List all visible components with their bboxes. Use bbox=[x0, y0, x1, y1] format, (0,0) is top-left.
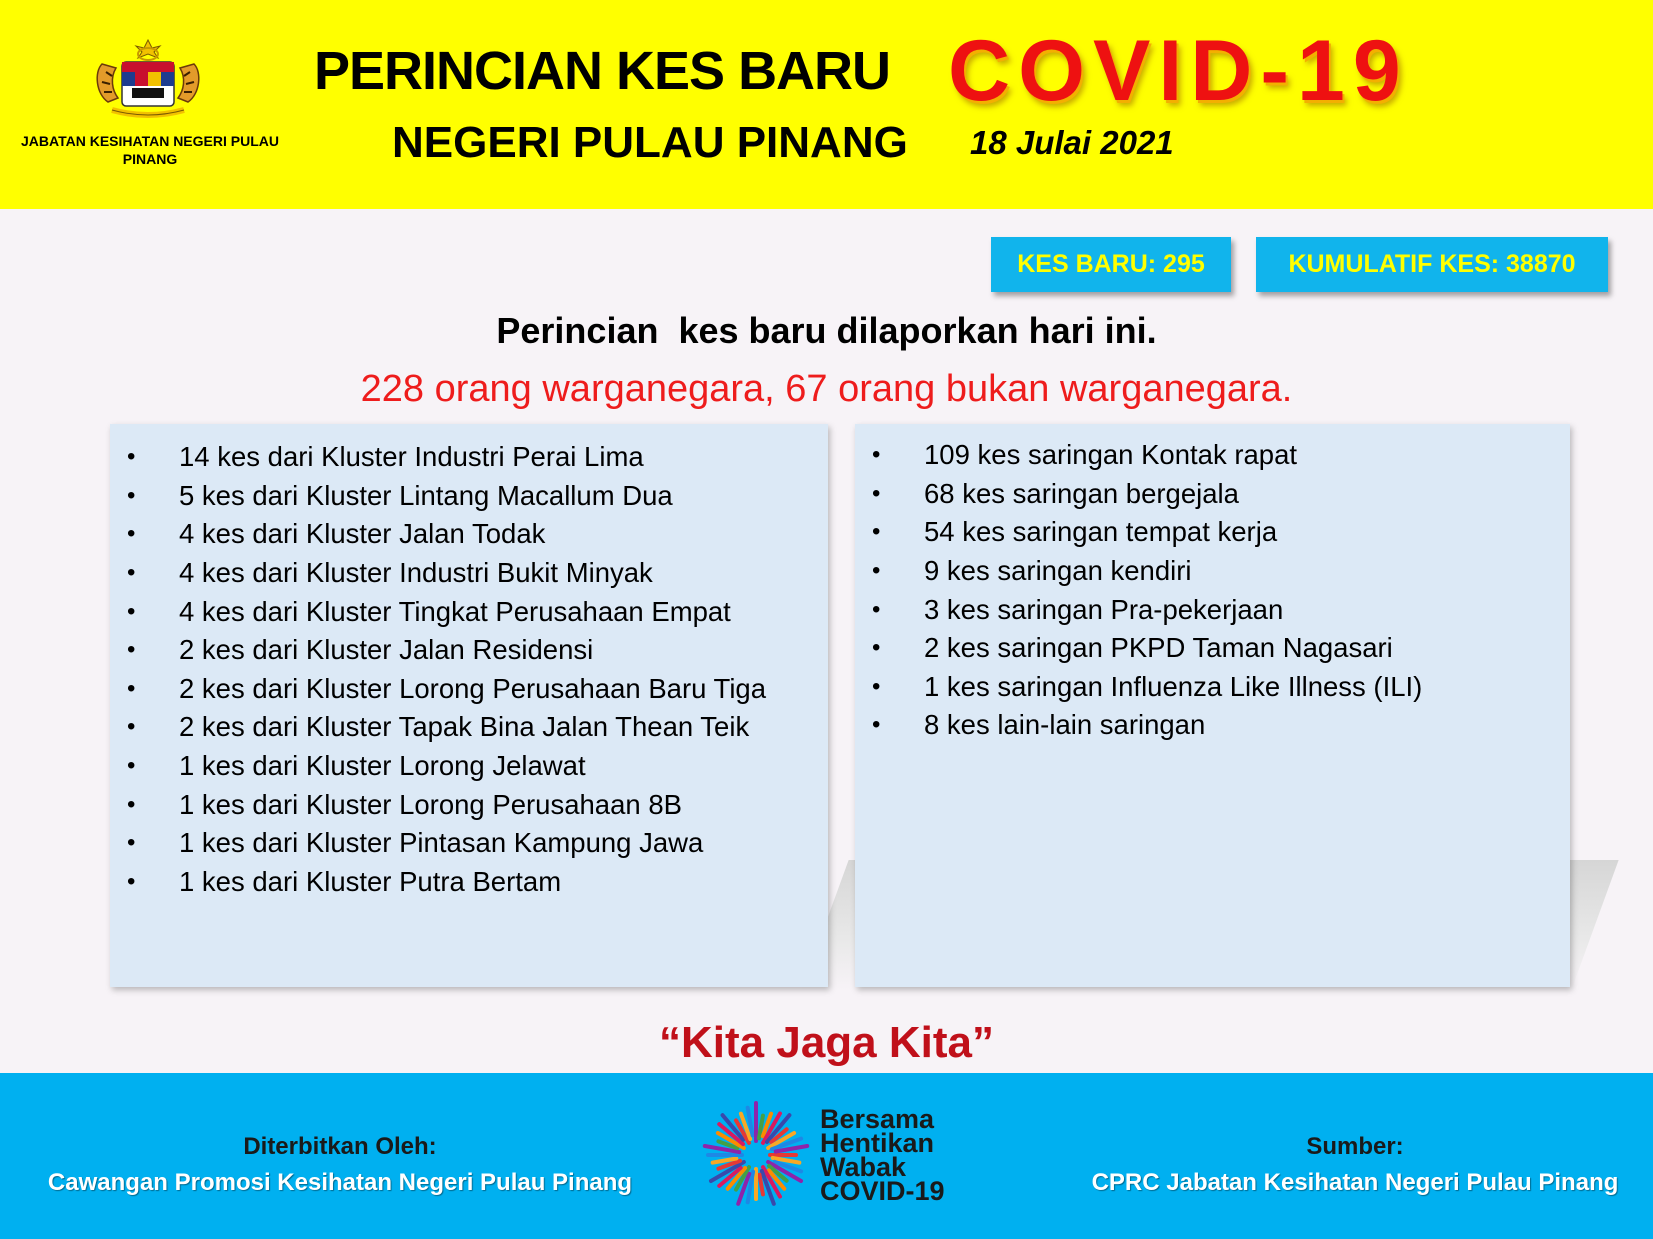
bullet-icon: • bbox=[127, 790, 136, 818]
list-item: • 3 kes saringan Pra-pekerjaan bbox=[872, 593, 1284, 625]
list-item: • 2 kes dari Kluster Tapak Bina Jalan Thean Teik bbox=[127, 711, 750, 743]
section-heading: Perincian kes baru dilaporkan hari ini. bbox=[496, 310, 1157, 351]
bullet-icon: • bbox=[127, 713, 136, 741]
bullet-icon: • bbox=[127, 597, 136, 625]
list-item: • 4 kes dari Kluster Jalan Todak bbox=[127, 518, 546, 550]
bullet-icon: • bbox=[127, 443, 136, 471]
bullet-icon: • bbox=[127, 481, 136, 509]
list-item: • 9 kes saringan kendiri bbox=[872, 555, 1192, 587]
list-item: • 5 kes dari Kluster Lintang Macallum Dua bbox=[127, 479, 673, 511]
bullet-icon: • bbox=[872, 595, 881, 623]
header-banner bbox=[0, 0, 1653, 209]
bullet-icon: • bbox=[127, 520, 136, 548]
source-name: CPRC Jabatan Kesihatan Negeri Pulau Pinang bbox=[1091, 1169, 1619, 1196]
list-item: • 1 kes dari Kluster Putra Bertam bbox=[127, 865, 562, 897]
covid-title: COVID-19 bbox=[948, 23, 1409, 119]
bullet-icon: • bbox=[872, 672, 881, 700]
bullet-icon: • bbox=[127, 674, 136, 702]
bullet-icon: • bbox=[127, 829, 136, 857]
list-item: • 68 kes saringan bergejala bbox=[872, 477, 1239, 509]
cluster-list bbox=[127, 438, 766, 901]
list-item: • 1 kes dari Kluster Pintasan Kampung Jawa bbox=[127, 827, 704, 859]
list-item: • 2 kes dari Kluster Lorong Perusahaan Baru Tiga bbox=[127, 672, 767, 704]
coat-of-arms-icon bbox=[88, 38, 208, 122]
bullet-icon: • bbox=[872, 711, 881, 739]
list-item: • 4 kes dari Kluster Tingkat Perusahaan Empat bbox=[127, 595, 731, 627]
list-item: • 2 kes saringan PKPD Taman Nagasari bbox=[872, 632, 1393, 664]
bullet-icon: • bbox=[872, 518, 881, 546]
list-item: • 109 kes saringan Kontak rapat bbox=[872, 439, 1298, 471]
bullet-icon: • bbox=[127, 867, 136, 895]
slogan: “Kita Jaga Kita” bbox=[659, 1018, 994, 1067]
publisher-label: Diterbitkan Oleh: bbox=[243, 1133, 437, 1160]
screening-panel bbox=[855, 424, 1570, 987]
source-label: Sumber: bbox=[1306, 1133, 1404, 1160]
bullet-icon: • bbox=[872, 441, 881, 469]
cumulative-cases-badge: KUMULATIF KES: 38870 bbox=[1256, 237, 1608, 292]
bullet-icon: • bbox=[127, 752, 136, 780]
campaign-line: Bersama bbox=[820, 1104, 935, 1134]
footer-banner bbox=[0, 1073, 1653, 1239]
campaign-line: Hentikan bbox=[820, 1128, 935, 1158]
bullet-icon: • bbox=[872, 479, 881, 507]
list-item: • 8 kes lain-lain saringan bbox=[872, 709, 1206, 741]
page-title: PERINCIAN KES BARU bbox=[314, 41, 891, 101]
bullet-icon: • bbox=[127, 636, 136, 664]
citizenship-breakdown: 228 orang warganegara, 67 orang bukan warganegara. bbox=[360, 368, 1293, 410]
list-item: • 1 kes saringan Influenza Like Illness (ILI) bbox=[872, 670, 1423, 702]
campaign-line: COVID-19 bbox=[820, 1176, 945, 1206]
list-item: • 54 kes saringan tempat kerja bbox=[872, 516, 1278, 548]
campaign-line: Wabak bbox=[820, 1152, 907, 1182]
department-name: JABATAN KESIHATAN NEGERI PULAU PINANG bbox=[21, 133, 279, 167]
screening-list bbox=[872, 436, 1422, 745]
bullet-icon: • bbox=[127, 559, 136, 587]
bullet-icon: • bbox=[872, 634, 881, 662]
starburst-logo-icon bbox=[700, 1099, 812, 1211]
list-item: • 2 kes dari Kluster Jalan Residensi bbox=[127, 634, 594, 666]
campaign-logo-text bbox=[820, 1104, 1010, 1206]
new-cases-badge: KES BARU: 295 bbox=[991, 237, 1231, 292]
list-item: • 1 kes dari Kluster Lorong Perusahaan 8B bbox=[127, 788, 682, 820]
list-item: • 14 kes dari Kluster Industri Perai Lima bbox=[127, 441, 644, 473]
bullet-icon: • bbox=[872, 557, 881, 585]
state-subtitle: NEGERI PULAU PINANG bbox=[392, 118, 908, 167]
report-date: 18 Julai 2021 bbox=[970, 124, 1174, 161]
list-item: • 4 kes dari Kluster Industri Bukit Minyak bbox=[127, 557, 653, 589]
cluster-panel bbox=[110, 424, 828, 987]
publisher-name: Cawangan Promosi Kesihatan Negeri Pulau Pinang bbox=[47, 1169, 633, 1196]
list-item: • 1 kes dari Kluster Lorong Jelawat bbox=[127, 750, 586, 782]
